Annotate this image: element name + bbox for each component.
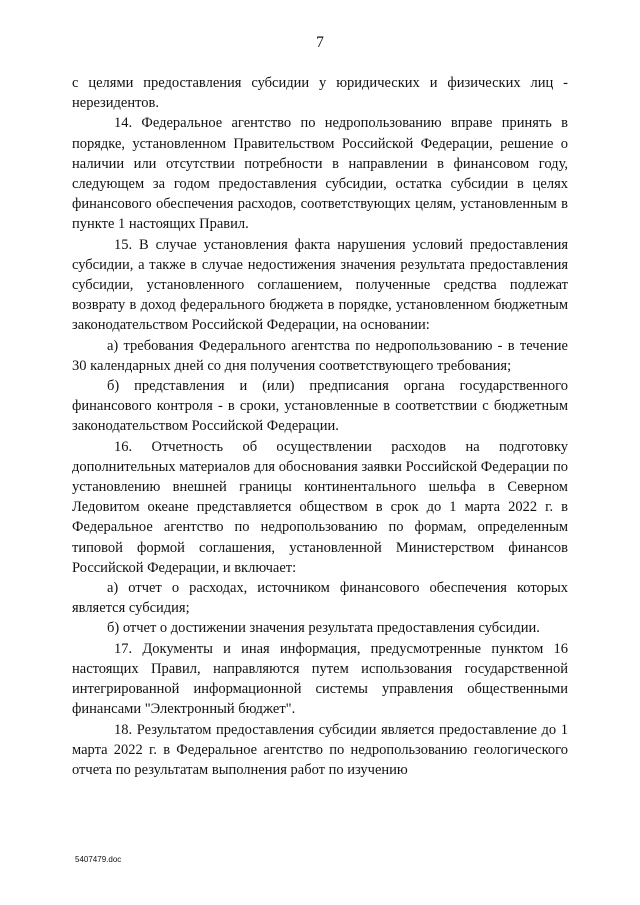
page-number: 7 bbox=[316, 34, 324, 51]
document-body bbox=[72, 73, 568, 780]
paragraph-15: 15. В случае установления факта нарушения условий предоставления субсидии, а также в случае недостижения значения результата предоставления субсидии, установленного соглашением, полученные средства подлежат возврату в доход федерального бюджета в порядке, установленном бюджетным законодательством Российской Федерации, на основании: bbox=[72, 236, 568, 334]
paragraph-16-b: б) отчет о достижении значения результата предоставления субсидии. bbox=[107, 620, 540, 637]
paragraph-16: 16. Отчетность об осуществлении расходов на подготовку дополнительных материалов для обоснования заявки Российской Федерации по установлению внешней границы континентального шельфа в Северном Ледовитом океане представляется обществом в срок до 1 марта 2022 г. в Федеральное агентство по недропользованию по формам, определенным типовой формой соглашения, установленной Министерством финансов Российской Федерации, и включает: bbox=[72, 438, 568, 576]
paragraph-14: 14. Федеральное агентство по недропользованию вправе принять в порядке, установленном Правительством Российской Федерации, решение о наличии или отсутствии потребности в направлении в финансовом году, следующем за годом предоставления субсидии, остатка субсидии в целях финансового обеспечения расходов, соответствующих целям, установленным в пункте 1 настоящих Правил. bbox=[72, 115, 568, 233]
paragraph-17: 17. Документы и иная информация, предусмотренные пунктом 16 настоящих Правил, направляются путем использования государственной интегрированной информационной системы управления общественными финансами "Электронный бюджет". bbox=[72, 640, 568, 718]
paragraph-continuation: с целями предоставления субсидии у юридических и физических лиц - нерезидентов. bbox=[72, 75, 568, 112]
paragraph-16-a: а) отчет о расходах, источником финансового обеспечения которых является субсидия; bbox=[72, 580, 568, 617]
paragraph-15-b: б) представления и (или) предписания органа государственного финансового контроля - в сроки, установленные в соответствии с бюджетным законодательством Российской Федерации. bbox=[72, 378, 568, 435]
file-name-footer: 5407479.doc bbox=[75, 855, 122, 864]
paragraph-18: 18. Результатом предоставления субсидии является предоставление до 1 марта 2022 г. в Федеральное агентство по недропользованию геологического отчета по результатам выполнения работ по изучению bbox=[72, 721, 568, 778]
paragraph-15-a: а) требования Федерального агентства по недропользованию - в течение 30 календарных дней со дня получения соответствующего требования; bbox=[72, 337, 568, 374]
